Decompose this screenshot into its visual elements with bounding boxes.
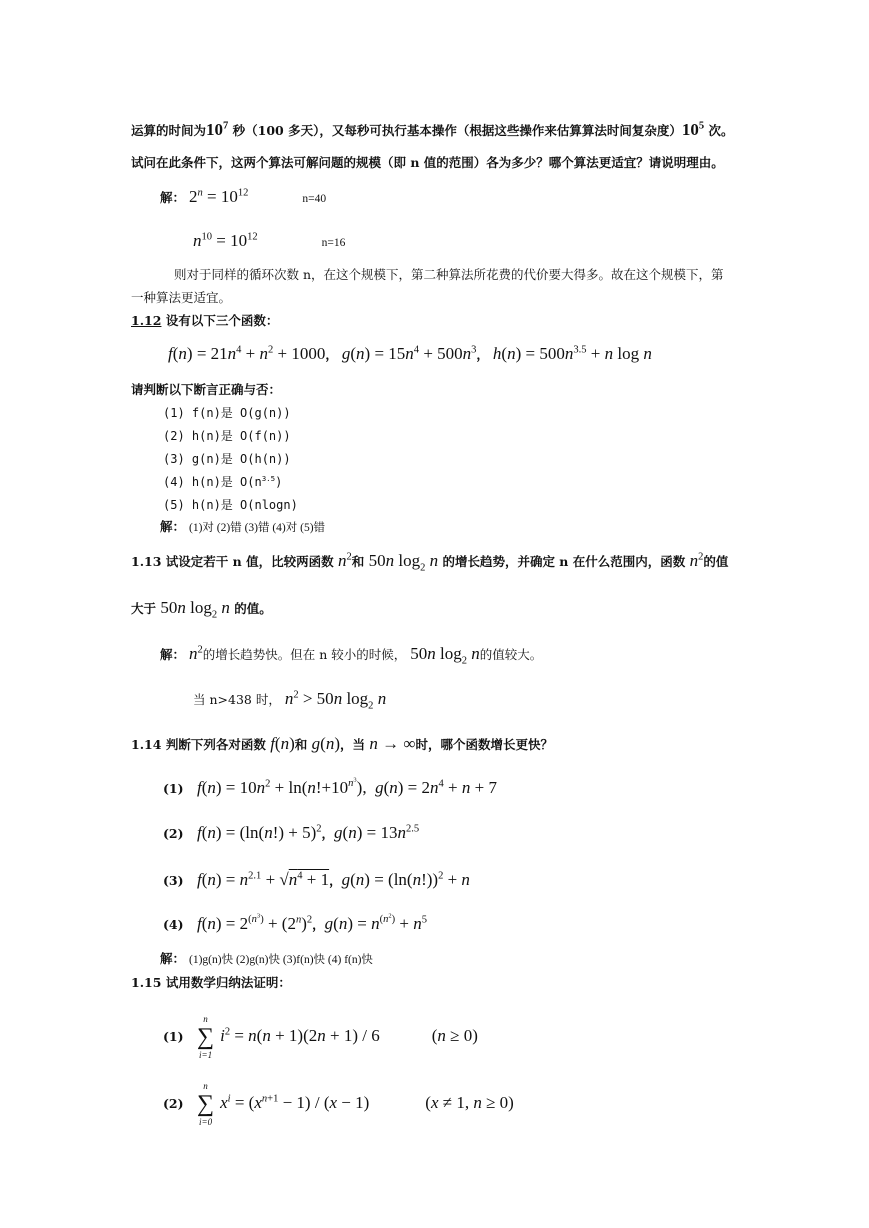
ans-label: 解： bbox=[160, 647, 186, 662]
ans-label: 解： bbox=[160, 519, 186, 534]
math-n2: $n^2$ bbox=[689, 551, 704, 570]
ans-111-p1: 则对于同样的循环次数 n，在这个规模下，第二种算法所花费的代价要大得多。故在这个规模下，第 bbox=[174, 267, 724, 282]
q113-line-1 bbox=[131, 551, 729, 574]
q114-text-d: 时，哪个函数增长更快？ bbox=[415, 737, 553, 752]
math-50nlog2n: 50n $\log_2 n$ bbox=[160, 598, 230, 621]
ans-n16: n=16 bbox=[321, 237, 346, 249]
intro-text-a: 运算的时间为 bbox=[131, 123, 207, 138]
q114-num-4: (4) bbox=[163, 917, 184, 932]
math-50nlog2n: 50n $\log_2 n$ bbox=[410, 644, 480, 667]
q112-answer bbox=[160, 518, 325, 537]
q112-item-4 bbox=[163, 473, 282, 491]
ans-label: 解： bbox=[160, 190, 186, 205]
q113-text-a: 1.13 试设定若干 n 值，比较两函数 bbox=[131, 554, 334, 569]
q115-item-1 bbox=[163, 1013, 478, 1061]
intro-text-c: 次。 bbox=[708, 123, 734, 138]
q114-pair-1 bbox=[163, 776, 497, 798]
q114-num-1: (1) bbox=[163, 781, 184, 796]
q112-item-2: (2) h(n)是 O(f(n)) bbox=[163, 429, 291, 443]
q115-title: 试用数学归纳法证明： bbox=[165, 975, 291, 990]
q114-text-c: ，当 bbox=[339, 737, 365, 752]
q112-functions: $f(n) = 21n^4 + n^2 + 1000$， $g(n) = 15n^4 + 500n^3$， $h(n) = 500n^{3.5} + n$ log n bbox=[168, 344, 652, 363]
q114-pair-2: (2) $f(n) = (\ln(n!) + 5)^2$，$g(n) = 13n^{2.5}$ bbox=[163, 823, 420, 842]
q112-item-3: (3) g(n)是 O(h(n)) bbox=[163, 452, 291, 466]
q114-text-a: 判断下列各对函数 bbox=[165, 737, 266, 752]
q114-pair-3: (3) $f(n) = n^{2.1} + √n^4 + 1$，$g(n) = (\ln(n!))^2 + n$ bbox=[163, 870, 470, 889]
math-pair-2-g: $g(n) = 13n^{2.5}$ bbox=[334, 823, 420, 842]
q114-pair-4: (4) $f(n) = 2^{(n^3)} + (2^n)^2$，$g(n) = n^{(n^2)} + n^5$ bbox=[163, 912, 428, 933]
math-pair-1: $f(n) = 10n^2 + \ln(n!+10^{n^3})$, $g(n) = 2n^4 + n + 7$ bbox=[196, 776, 497, 797]
sigma-sum-1: n ∑ i=1 bbox=[196, 1014, 215, 1060]
math-10-7: $10^7$ bbox=[206, 120, 229, 139]
q112-number: 1.12 bbox=[131, 313, 162, 328]
q114-num-3: (3) bbox=[163, 873, 184, 888]
math-50nlog2n: 50n $\log_2 n$ bbox=[368, 551, 439, 574]
q112-item-4-tail: ) bbox=[275, 475, 283, 489]
math-cond-2: (x ≠ 1, n ≥ 0) bbox=[425, 1092, 514, 1112]
ans-label: 解： bbox=[160, 951, 186, 966]
q113-ans2-text: 当 n>438 时， bbox=[193, 692, 281, 707]
math-sum-2: $x^i = (x^{n+1} - 1) / (x - 1)$ bbox=[220, 1092, 370, 1112]
q113-line-2 bbox=[131, 598, 272, 621]
q113-text-c: 的增长趋势，并确定 n 在什么范围内，函数 bbox=[442, 554, 686, 569]
math-gn-def: $g(n) = 15n^4 + 500n^3$ bbox=[341, 344, 477, 363]
math-pair-4: $f(n) = 2^{(n^3)} + (2^n)^2$ bbox=[196, 912, 313, 933]
math-pair-2: $f(n) = (\ln(n!) + 5)^2$ bbox=[196, 823, 322, 842]
math-2n-1012: $2^n = 10^{12}$ bbox=[189, 187, 249, 206]
math-hn-def: $h(n) = 500n^{3.5} + n$ log n bbox=[492, 344, 652, 363]
q113-ans-text-b: 的值较大。 bbox=[479, 647, 543, 662]
sigma-sum-2: n ∑ i=0 bbox=[196, 1081, 215, 1127]
q113-text-b: 和 bbox=[351, 554, 365, 569]
q112-judge: 请判断以下断言正确与否： bbox=[131, 382, 282, 397]
ans-111-p2: 一种算法更适宜。 bbox=[131, 290, 232, 305]
math-n2: $n^2$ bbox=[189, 644, 203, 663]
q114-heading bbox=[131, 735, 553, 754]
math-pair-3-g: $g(n) = (\ln(n!))^2 + n$ bbox=[341, 870, 470, 889]
ans-n40: n=40 bbox=[302, 193, 327, 205]
q115-num-2: (2) bbox=[163, 1095, 184, 1111]
q112-answer-text: (1)对 (2)错 (3)错 (4)对 (5)错 bbox=[189, 522, 326, 534]
ans-111-eq1 bbox=[160, 188, 326, 208]
q114-answer-text: (1)g(n)快 (2)g(n)快 (3)f(n)快 (4) f(n)快 bbox=[189, 954, 373, 966]
q115-item-2 bbox=[163, 1080, 514, 1128]
math-cond-1: (n ≥ 0) bbox=[431, 1025, 478, 1045]
q112-item-5: (5) h(n)是 O(nlogn) bbox=[163, 498, 298, 512]
q115-heading bbox=[131, 974, 291, 992]
math-gn: g(n) bbox=[311, 734, 340, 753]
q114-number: 1.14 bbox=[131, 737, 162, 752]
q112-heading bbox=[131, 312, 278, 330]
ans-111-eq2 bbox=[193, 232, 345, 252]
math-10-5: $10^5$ bbox=[681, 120, 705, 139]
math-pair-4-g: $g(n) = n^{(n^2)} + n^5$ bbox=[324, 912, 428, 933]
intro-line-1 bbox=[131, 121, 733, 140]
math-n10-1012: $n^{10} = 10^{12}$ bbox=[193, 231, 258, 250]
math-pair-3: $f(n) = n^{2.1} + √n^4 + 1$ bbox=[196, 870, 330, 889]
q113-text-d: 的值 bbox=[703, 554, 729, 569]
intro-line-2: 试问在此条件下，这两个算法可解问题的规模（即 n 值的范围）各为多少？哪个算法更适宜？请说明理由。 bbox=[131, 155, 724, 170]
q114-text-b: 和 bbox=[294, 737, 308, 752]
q115-number: 1.15 bbox=[131, 975, 162, 990]
q113-answer-2 bbox=[193, 689, 387, 712]
intro-text-b: 秒（100 多天），又每秒可执行基本操作（根据这些操作来估算算法时间复杂度） bbox=[232, 123, 682, 138]
math-n2-gt: $n^2 > 50n$ $\log_2 n$ bbox=[284, 689, 387, 712]
q113-text-f: 的值。 bbox=[234, 601, 272, 616]
q112-title: 设有以下三个函数： bbox=[165, 313, 279, 328]
q113-answer bbox=[160, 644, 543, 667]
math-n2: $n^2$ bbox=[337, 551, 352, 570]
math-fn-def: $f(n) = 21n^4 + n^2 + 1000$ bbox=[168, 344, 326, 363]
q112-item-1: (1) f(n)是 O(g(n)) bbox=[163, 406, 291, 420]
q114-answer bbox=[160, 950, 373, 969]
q112-item-4-exp: 3.5 bbox=[261, 474, 276, 483]
math-fn: f(n) bbox=[270, 734, 295, 753]
q112-item-4-text: (4) h(n)是 O(n bbox=[163, 475, 262, 489]
q113-text-e: 大于 bbox=[131, 601, 157, 616]
math-sum-1: $i^2 = n(n + 1)(2n + 1) / 6$ bbox=[220, 1025, 380, 1045]
q114-num-2: (2) bbox=[163, 826, 184, 841]
q113-ans-text-a: 的增长趋势快。但在 n 较小的时候， bbox=[202, 647, 407, 662]
q115-num-1: (1) bbox=[163, 1028, 184, 1044]
math-n-to-inf: n → ∞ bbox=[369, 734, 416, 753]
